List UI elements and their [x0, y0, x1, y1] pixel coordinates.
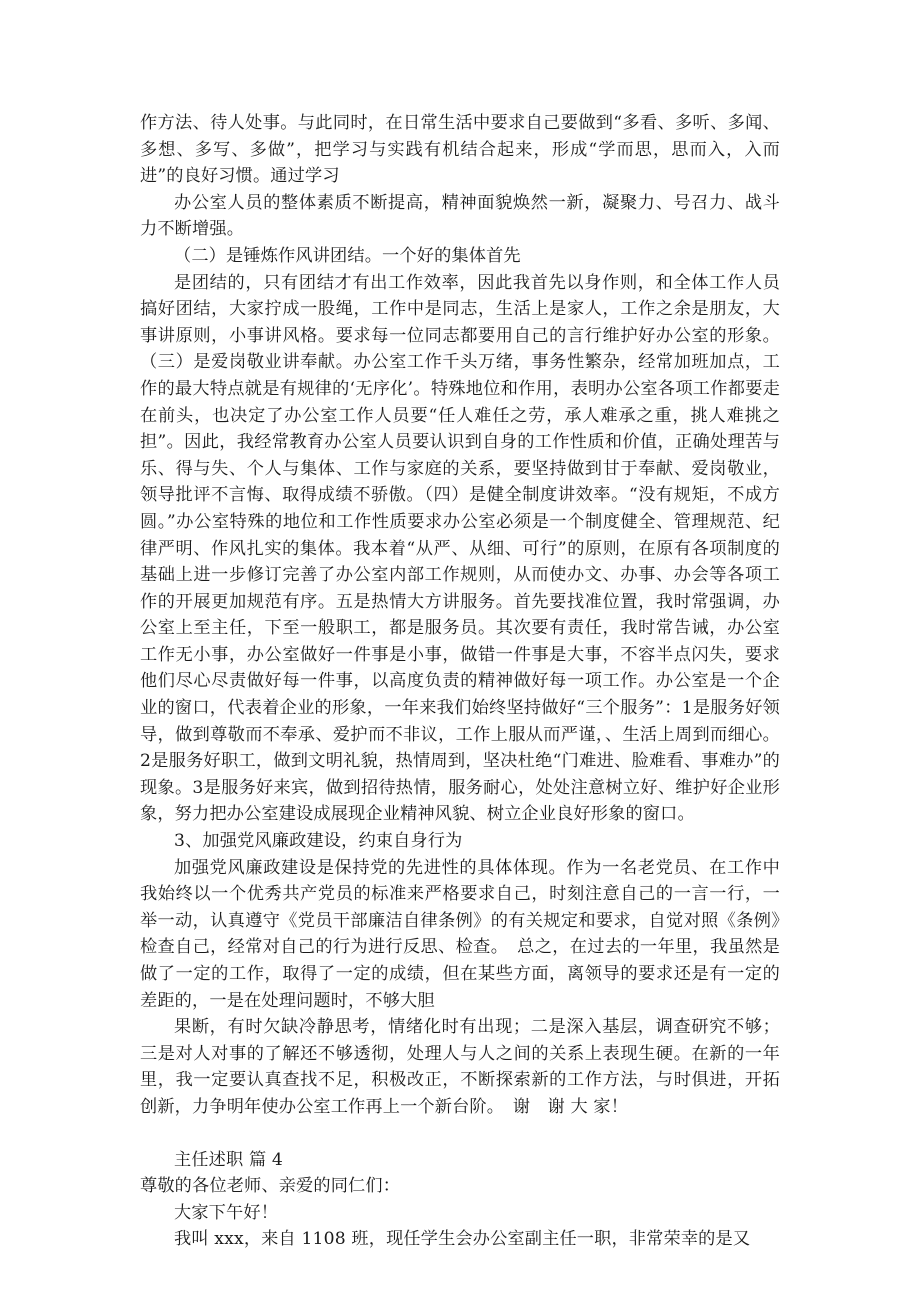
paragraph-study: 作方法、待人处事。与此同时，在日常生活中要求自己要做到“多看、多听、多闻、多想、多写、多做”，把学习与实践有机结合起来，形成“学而思，思而入，入而进”的良好习惯。通过学习 [140, 113, 780, 187]
document-page [140, 110, 780, 1253]
paragraph-conclusion: 果断，有时欠缺冷静思考，情绪化时有出现；二是深入基层，调查研究不够；三是对人对事的了解还不够透彻，处理人与人之间的关系上表现生硬。在新的一年里，我一定要认真查找不足，积极改正，不断探索新的工作方法，与时俱进，开拓创新，力争明年使办公室工作再上一个新台阶。 谢 谢 大 家！ [140, 1017, 780, 1117]
paragraph-unity-heading: （二）是锤炼作风讲团结。一个好的集体首先 [174, 245, 521, 266]
paragraph-integrity-body: 加强党风廉政建设是保持党的先进性的具体体现。作为一名老党员、在工作中我始终以一个优秀共产党员的标准来严格要求自己，时刻注意自己的一言一行，一举一动，认真遵守《党员干部廉洁自律条例》的有关规定和要求，自觉对照《条例》检查自己，经常对自己的行为进行反思、检查。 总之，在过去的一年里，我虽然是做了一定的工作，取得了一定的成绩，但在某些方面，离领导的要求还是有一定的差距的，一是在处理问题时，不够大胆 [140, 857, 780, 1011]
section-spacer [140, 1121, 780, 1147]
paragraph-quality: 办公室人员的整体素质不断提高，精神面貌焕然一新，凝聚力、号召力、战斗力不断增强。 [140, 192, 780, 240]
intro-paragraph: 我叫 xxx，来自 1108 班，现任学生会办公室副主任一职，非常荣幸的是又 [174, 1229, 751, 1250]
salutation: 大家下午好！ [174, 1202, 279, 1223]
paragraph-integrity-heading: 3、加强党风廉政建设，约束自身行为 [174, 831, 463, 852]
section-title: 主任述职 篇 4 [174, 1149, 283, 1170]
greeting: 尊敬的各位老师、亲爱的同仁们： [140, 1176, 401, 1197]
paragraph-unity-body: 是团结的，只有团结才有出工作效率，因此我首先以身作则，和全体工作人员搞好团结，大家拧成一股绳，工作中是同志，生活上是家人，工作之余是朋友，大事讲原则，小事讲风格。要求每一位同志都要用自己的言行维护好办公室的形象。（三）是爱岗敬业讲奉献。办公室工作千头万绪，事务性繁杂，经常加班加点，工作的最大特点就是有规律的‘无序化’。特殊地位和作用，表明办公室各项工作都要走在前头，也决定了办公室工作人员要“任人难任之劳，承人难承之重，挑人难挑之担”。因此，我经常教育办公室人员要认识到自身的工作性质和价值，正确处理苦与乐、得与失、个人与集体、工作与家庭的关系，要坚持做到甘于奉献、爱岗敬业，领导批评不言悔、取得成绩不骄傲。（四）是健全制度讲效率。“没有规矩，不成方圆。”办公室特殊的地位和工作性质要求办公室必须是一个制度健全、管理规范、纪律严明、作风扎实的集体。我本着“从严、从细、可行”的原则，在原有各项制度的基础上进一步修订完善了办公室内部工作规则，从而使办文、办事、办会等各项工作的开展更加规范有序。五是热情大方讲服务。首先要找准位置，我时常强调，办公室上至主任，下至一般职工，都是服务员。其次要有责任，我时常告诫，办公室工作无小事，办公室做好一件事是小事，做错一件事是大事，不容半点闪失，要求他们尽心尽责做好每一件事，以高度负责的精神做好每一项工作。办公室是一个企业的窗口，代表着企业的形象，一年来我们始终坚持做好“三个服务”：1是服务好领导，做到尊敬而不奉承、爱护而不非议，工作上服从而严谨，、生活上周到而细心。2是服务好职工，做到文明礼貌，热情周到，坚决杜绝“门难进、脸难看、事难办”的现象。3是服务好来宾，做到招待热情，服务耐心，处处注意树立好、维护好企业形象，努力把办公室建设成展现企业精神风貌、树立企业良好形象的窗口。 [140, 272, 780, 825]
